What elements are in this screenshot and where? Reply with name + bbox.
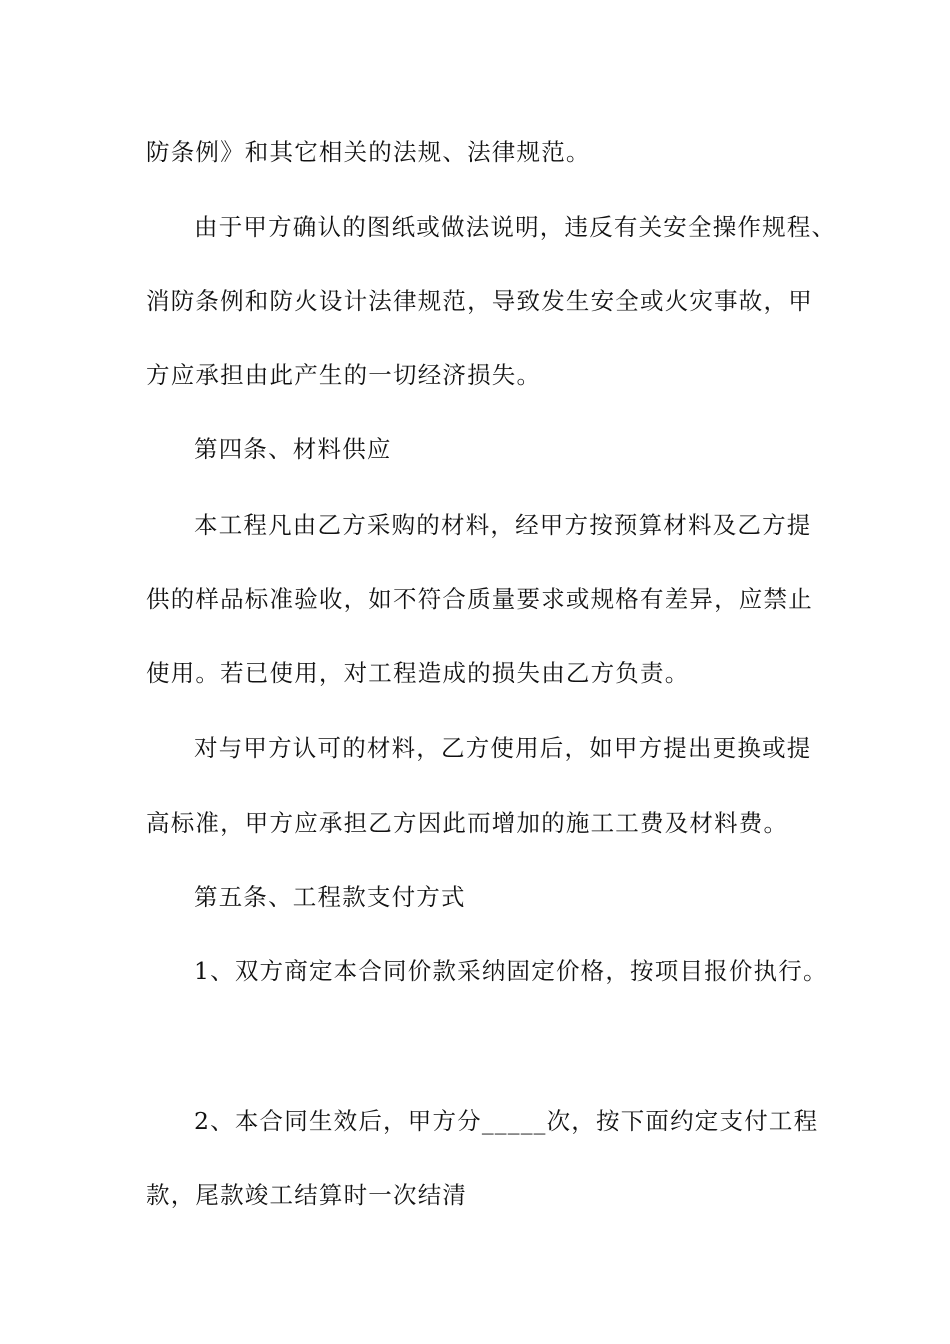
section-heading-4: 第四条、材料供应: [194, 435, 392, 463]
text-line-2: 由于甲方确认的图纸或做法说明，违反有关安全操作规程、: [194, 213, 837, 241]
text-line-10: 高标准，甲方应承担乙方因此而增加的施工工费及材料费。: [146, 809, 789, 837]
section-heading-5: 第五条、工程款支付方式: [194, 883, 466, 911]
text-line-3: 消防条例和防火设计法律规范，导致发生安全或火灾事故，甲: [146, 287, 813, 315]
text-line-13: 2、本合同生效后，甲方分_____次，按下面约定支付工程: [194, 1107, 819, 1135]
text-line-6: 本工程凡由乙方采购的材料，经甲方按预算材料及乙方提: [194, 511, 812, 539]
text-line-9: 对与甲方认可的材料，乙方使用后，如甲方提出更换或提: [194, 734, 812, 762]
text-line-12: 1、双方商定本合同价款采纳固定价格，按项目报价执行。: [194, 957, 828, 985]
text-line-14: 款，尾款竣工结算时一次结清: [146, 1181, 468, 1209]
text-line-7: 供的样品标准验收，如不符合质量要求或规格有差异，应禁止: [146, 585, 813, 613]
text-line-1: 防条例》和其它相关的法规、法律规范。: [146, 138, 591, 166]
text-line-8: 使用。若已使用，对工程造成的损失由乙方负责。: [146, 659, 690, 687]
text-line-4: 方应承担由此产生的一切经济损失。: [146, 361, 542, 389]
